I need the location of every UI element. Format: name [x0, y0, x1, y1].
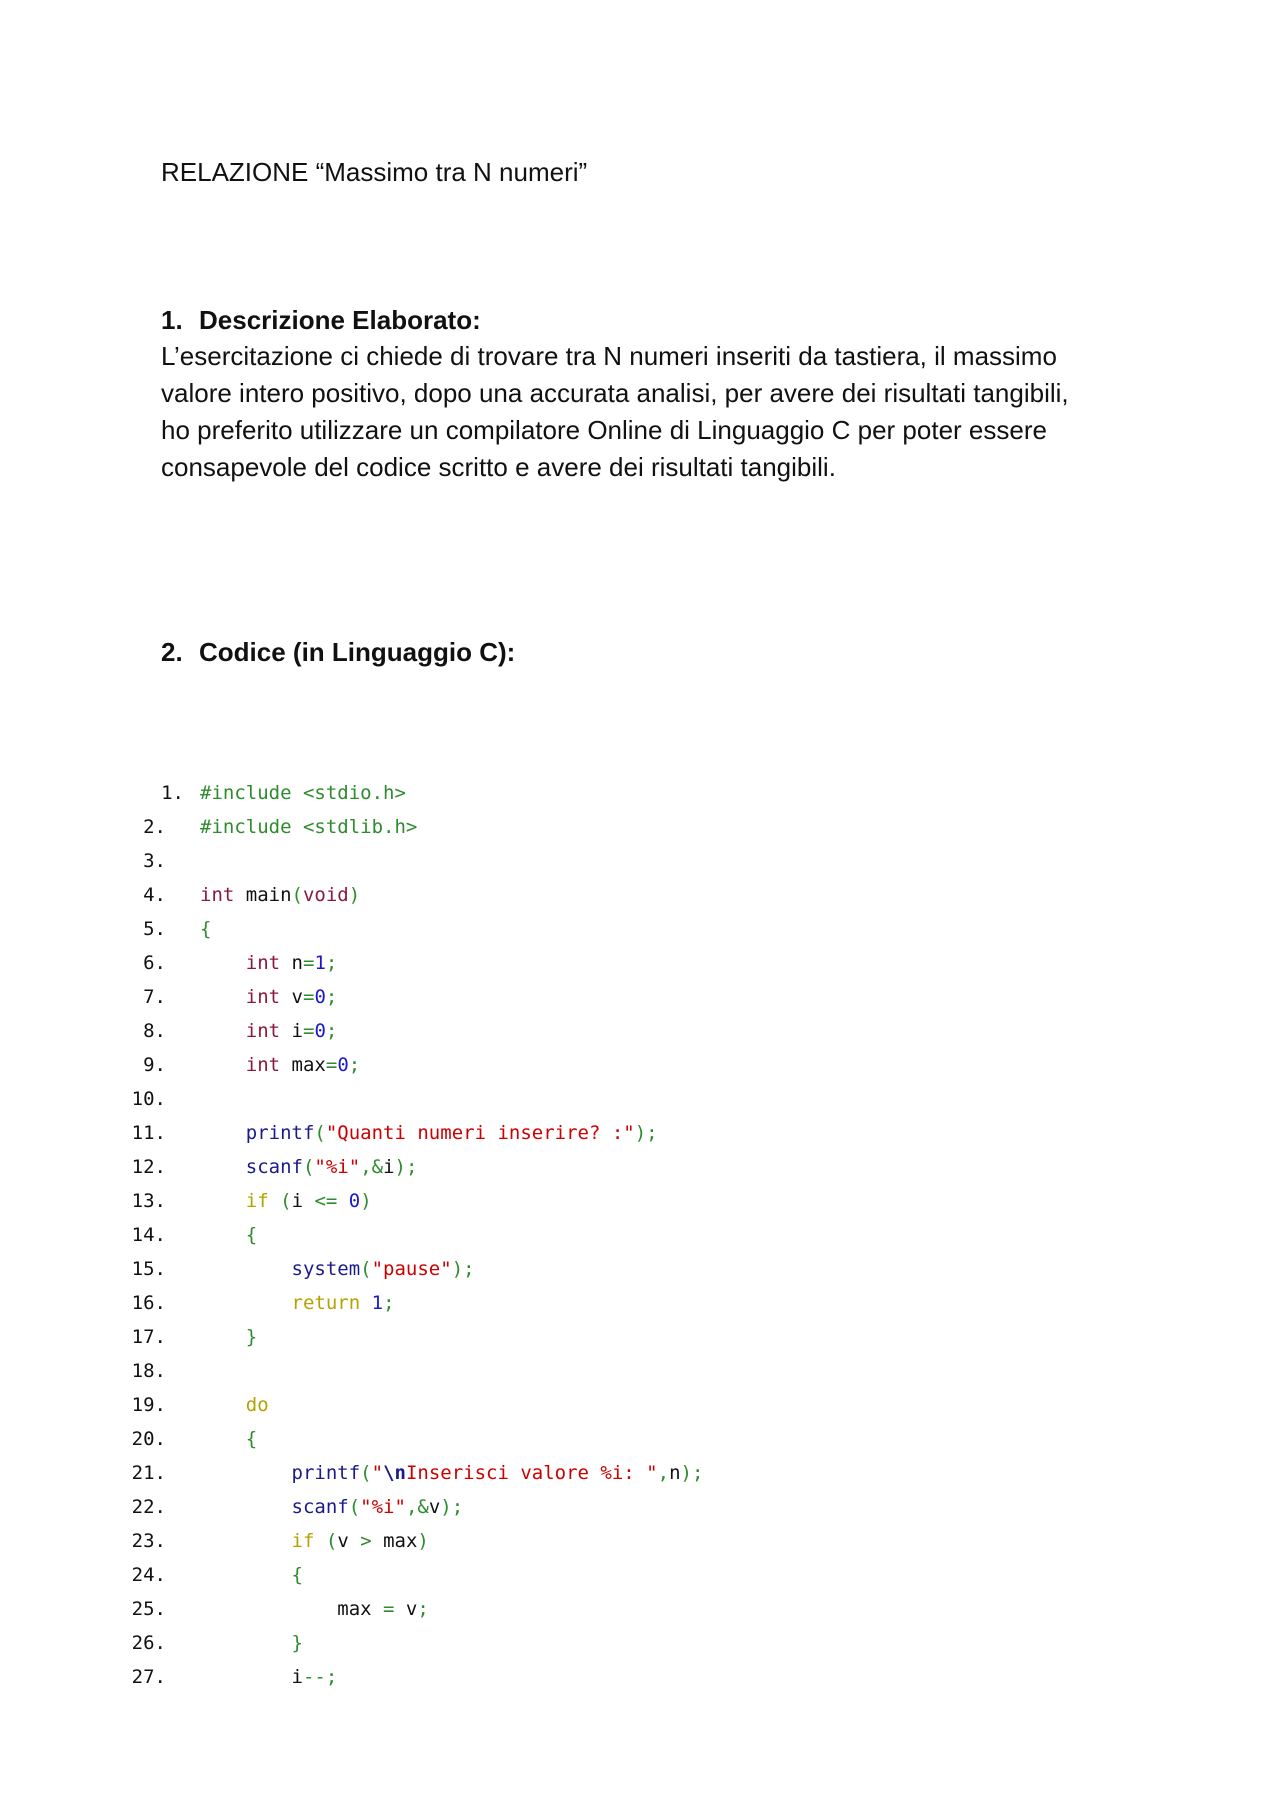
code-token: i	[280, 1020, 303, 1042]
code-token: max	[371, 1530, 418, 1552]
code-token: "	[371, 1462, 384, 1484]
paragraph-line: valore intero positivo, dopo una accurata analisi, per avere dei risultati tangibili,	[161, 378, 1069, 408]
code-token: int	[245, 952, 281, 974]
code-token: 1	[371, 1292, 384, 1314]
code-token	[314, 1530, 325, 1552]
code-token	[200, 952, 246, 974]
paragraph-line: L’esercitazione ci chiede di trovare tra N numeri inseriti da tastiera, il massimo	[161, 341, 1057, 371]
code-text	[200, 980, 337, 1014]
code-token	[200, 1428, 246, 1450]
code-token: return	[291, 1292, 361, 1314]
line-number: 1.	[161, 782, 184, 804]
code-token: main	[234, 884, 292, 906]
code-token: );	[634, 1122, 658, 1144]
code-token	[200, 1190, 246, 1212]
paragraph-line: ho preferito utilizzare un compilatore Online di Linguaggio C per poter essere	[161, 415, 1047, 445]
code-token: int	[245, 986, 281, 1008]
code-token: {	[245, 1428, 258, 1450]
code-token: int	[245, 1020, 281, 1042]
code-token	[200, 986, 246, 1008]
code-token: #include <stdio.h>	[200, 782, 406, 804]
code-token: ,&	[360, 1156, 384, 1178]
section-1-number: 1.	[161, 305, 183, 335]
code-token: )	[417, 1530, 429, 1552]
code-token	[200, 1224, 246, 1246]
code-token: v	[280, 986, 303, 1008]
code-token: ;	[348, 1054, 361, 1076]
code-token: Inserisci valore %i: "	[405, 1462, 658, 1484]
line-number: 5.	[143, 918, 166, 940]
code-text	[200, 1150, 417, 1184]
code-text	[200, 946, 337, 980]
code-token	[200, 1326, 246, 1348]
code-text	[200, 1014, 337, 1048]
line-number: 22.	[131, 1496, 166, 1518]
code-token: =	[302, 1020, 315, 1042]
code-text	[200, 810, 417, 844]
line-number: 26.	[131, 1632, 166, 1654]
code-token: i	[291, 1190, 315, 1212]
code-token: ,	[657, 1462, 670, 1484]
code-text	[200, 1456, 703, 1490]
code-token: (	[348, 1496, 361, 1518]
code-token	[200, 1292, 292, 1314]
line-number: 21.	[131, 1462, 166, 1484]
code-token: =	[325, 1054, 338, 1076]
code-token: {	[291, 1564, 303, 1586]
code-token: ;	[325, 952, 338, 974]
line-number: 15.	[131, 1258, 166, 1280]
code-token	[200, 1496, 292, 1518]
line-number: 25.	[131, 1598, 166, 1620]
code-token: 0	[337, 1054, 349, 1076]
code-token: ;	[417, 1598, 429, 1620]
code-token	[200, 1632, 292, 1654]
code-token: \n	[383, 1462, 406, 1484]
line-number: 2.	[143, 816, 166, 838]
code-token: #include <stdlib.h>	[200, 816, 418, 838]
code-token: =	[302, 986, 315, 1008]
code-token: scanf	[245, 1156, 303, 1178]
code-token: >	[360, 1530, 372, 1552]
code-token: if	[291, 1530, 315, 1552]
code-token: i	[200, 1666, 303, 1688]
code-token: (	[360, 1258, 372, 1280]
code-text	[200, 1252, 475, 1286]
section-2-number: 2.	[161, 637, 183, 667]
line-number: 4.	[143, 884, 166, 906]
code-token: max	[280, 1054, 326, 1076]
code-token: }	[291, 1632, 303, 1654]
code-token: system	[291, 1258, 361, 1280]
code-token: v	[337, 1530, 361, 1552]
code-token: )	[348, 884, 361, 906]
line-number: 11.	[131, 1122, 166, 1144]
code-token	[200, 1122, 246, 1144]
code-token: "%i"	[360, 1496, 406, 1518]
code-token: printf	[245, 1122, 315, 1144]
code-token	[200, 1258, 292, 1280]
code-text	[200, 1320, 257, 1354]
line-number: 23.	[131, 1530, 166, 1552]
line-number: 27.	[131, 1666, 166, 1688]
code-token: v	[428, 1496, 441, 1518]
line-number: 8.	[143, 1020, 166, 1042]
code-token: "pause"	[371, 1258, 452, 1280]
code-token: );	[451, 1258, 475, 1280]
code-token: n	[669, 1462, 681, 1484]
code-token: v	[394, 1598, 418, 1620]
code-token: ;	[383, 1292, 395, 1314]
line-number: 19.	[131, 1394, 166, 1416]
code-token: ,&	[405, 1496, 429, 1518]
line-number: 13.	[131, 1190, 166, 1212]
line-number: 14.	[131, 1224, 166, 1246]
code-token: (	[325, 1530, 338, 1552]
code-token: 0	[314, 1020, 326, 1042]
section-2-title: Codice (in Linguaggio C):	[199, 637, 516, 667]
code-text	[200, 1116, 658, 1150]
code-token: <=	[314, 1190, 338, 1212]
code-token	[337, 1190, 348, 1212]
line-number: 9.	[143, 1054, 166, 1076]
code-token: (	[280, 1190, 292, 1212]
code-token: );	[680, 1462, 704, 1484]
code-text	[200, 776, 406, 810]
code-token: "Quanti numeri inserire? :"	[325, 1122, 635, 1144]
code-token	[200, 1054, 246, 1076]
code-token: printf	[291, 1462, 361, 1484]
code-text	[200, 1048, 360, 1082]
code-token: {	[245, 1224, 258, 1246]
section-1-title: Descrizione Elaborato:	[199, 305, 481, 335]
code-token: do	[245, 1394, 269, 1416]
code-token	[200, 1564, 292, 1586]
code-text	[200, 1558, 303, 1592]
code-text	[200, 1286, 395, 1320]
code-token: ;	[325, 986, 338, 1008]
line-number: 12.	[131, 1156, 166, 1178]
line-number: 6.	[143, 952, 166, 974]
code-token: ;	[325, 1020, 338, 1042]
code-token: "%i"	[314, 1156, 361, 1178]
code-token	[200, 1462, 292, 1484]
code-token: (	[302, 1156, 315, 1178]
line-number: 17.	[131, 1326, 166, 1348]
code-token: {	[200, 918, 212, 940]
section-2-heading	[161, 634, 515, 670]
code-token: int	[245, 1054, 281, 1076]
code-token: scanf	[291, 1496, 349, 1518]
code-token: 1	[314, 952, 326, 974]
code-token	[269, 1190, 280, 1212]
code-token	[200, 1394, 246, 1416]
line-number: 10.	[131, 1088, 166, 1110]
code-token: 0	[348, 1190, 361, 1212]
code-token: =	[383, 1598, 395, 1620]
code-text	[200, 1592, 429, 1626]
code-token: int	[200, 884, 235, 906]
code-text	[200, 1524, 429, 1558]
code-text	[200, 878, 360, 912]
code-token: --;	[302, 1666, 338, 1688]
line-number: 20.	[131, 1428, 166, 1450]
line-number: 3.	[143, 850, 166, 872]
line-number: 18.	[131, 1360, 166, 1382]
code-token: (	[291, 884, 303, 906]
code-text	[200, 912, 211, 946]
section-1-heading	[161, 302, 481, 338]
code-token: )	[360, 1190, 372, 1212]
code-text	[200, 1422, 257, 1456]
code-token: );	[440, 1496, 464, 1518]
code-text	[200, 1660, 337, 1694]
code-text	[200, 1218, 257, 1252]
code-token: (	[314, 1122, 326, 1144]
code-token: }	[245, 1326, 258, 1348]
code-token	[200, 1156, 246, 1178]
code-token	[360, 1292, 371, 1314]
line-number: 24.	[131, 1564, 166, 1586]
code-text	[200, 1626, 303, 1660]
paragraph-line: consapevole del codice scritto e avere dei risultati tangibili.	[161, 452, 836, 482]
code-token: i	[383, 1156, 395, 1178]
code-token: n	[280, 952, 303, 974]
code-token: =	[302, 952, 315, 974]
code-text	[200, 1490, 463, 1524]
code-token: if	[245, 1190, 269, 1212]
section-1-paragraph	[161, 338, 1151, 486]
code-token: 0	[314, 986, 326, 1008]
line-number: 7.	[143, 986, 166, 1008]
code-token: );	[394, 1156, 418, 1178]
code-token	[200, 1530, 292, 1552]
code-token: max	[200, 1598, 384, 1620]
line-number: 16.	[131, 1292, 166, 1314]
code-text	[200, 1184, 372, 1218]
code-token: (	[360, 1462, 372, 1484]
code-token: void	[302, 884, 349, 906]
document-title: RELAZIONE “Massimo tra N numeri”	[161, 157, 588, 187]
code-text	[200, 1388, 269, 1422]
code-token	[200, 1020, 246, 1042]
